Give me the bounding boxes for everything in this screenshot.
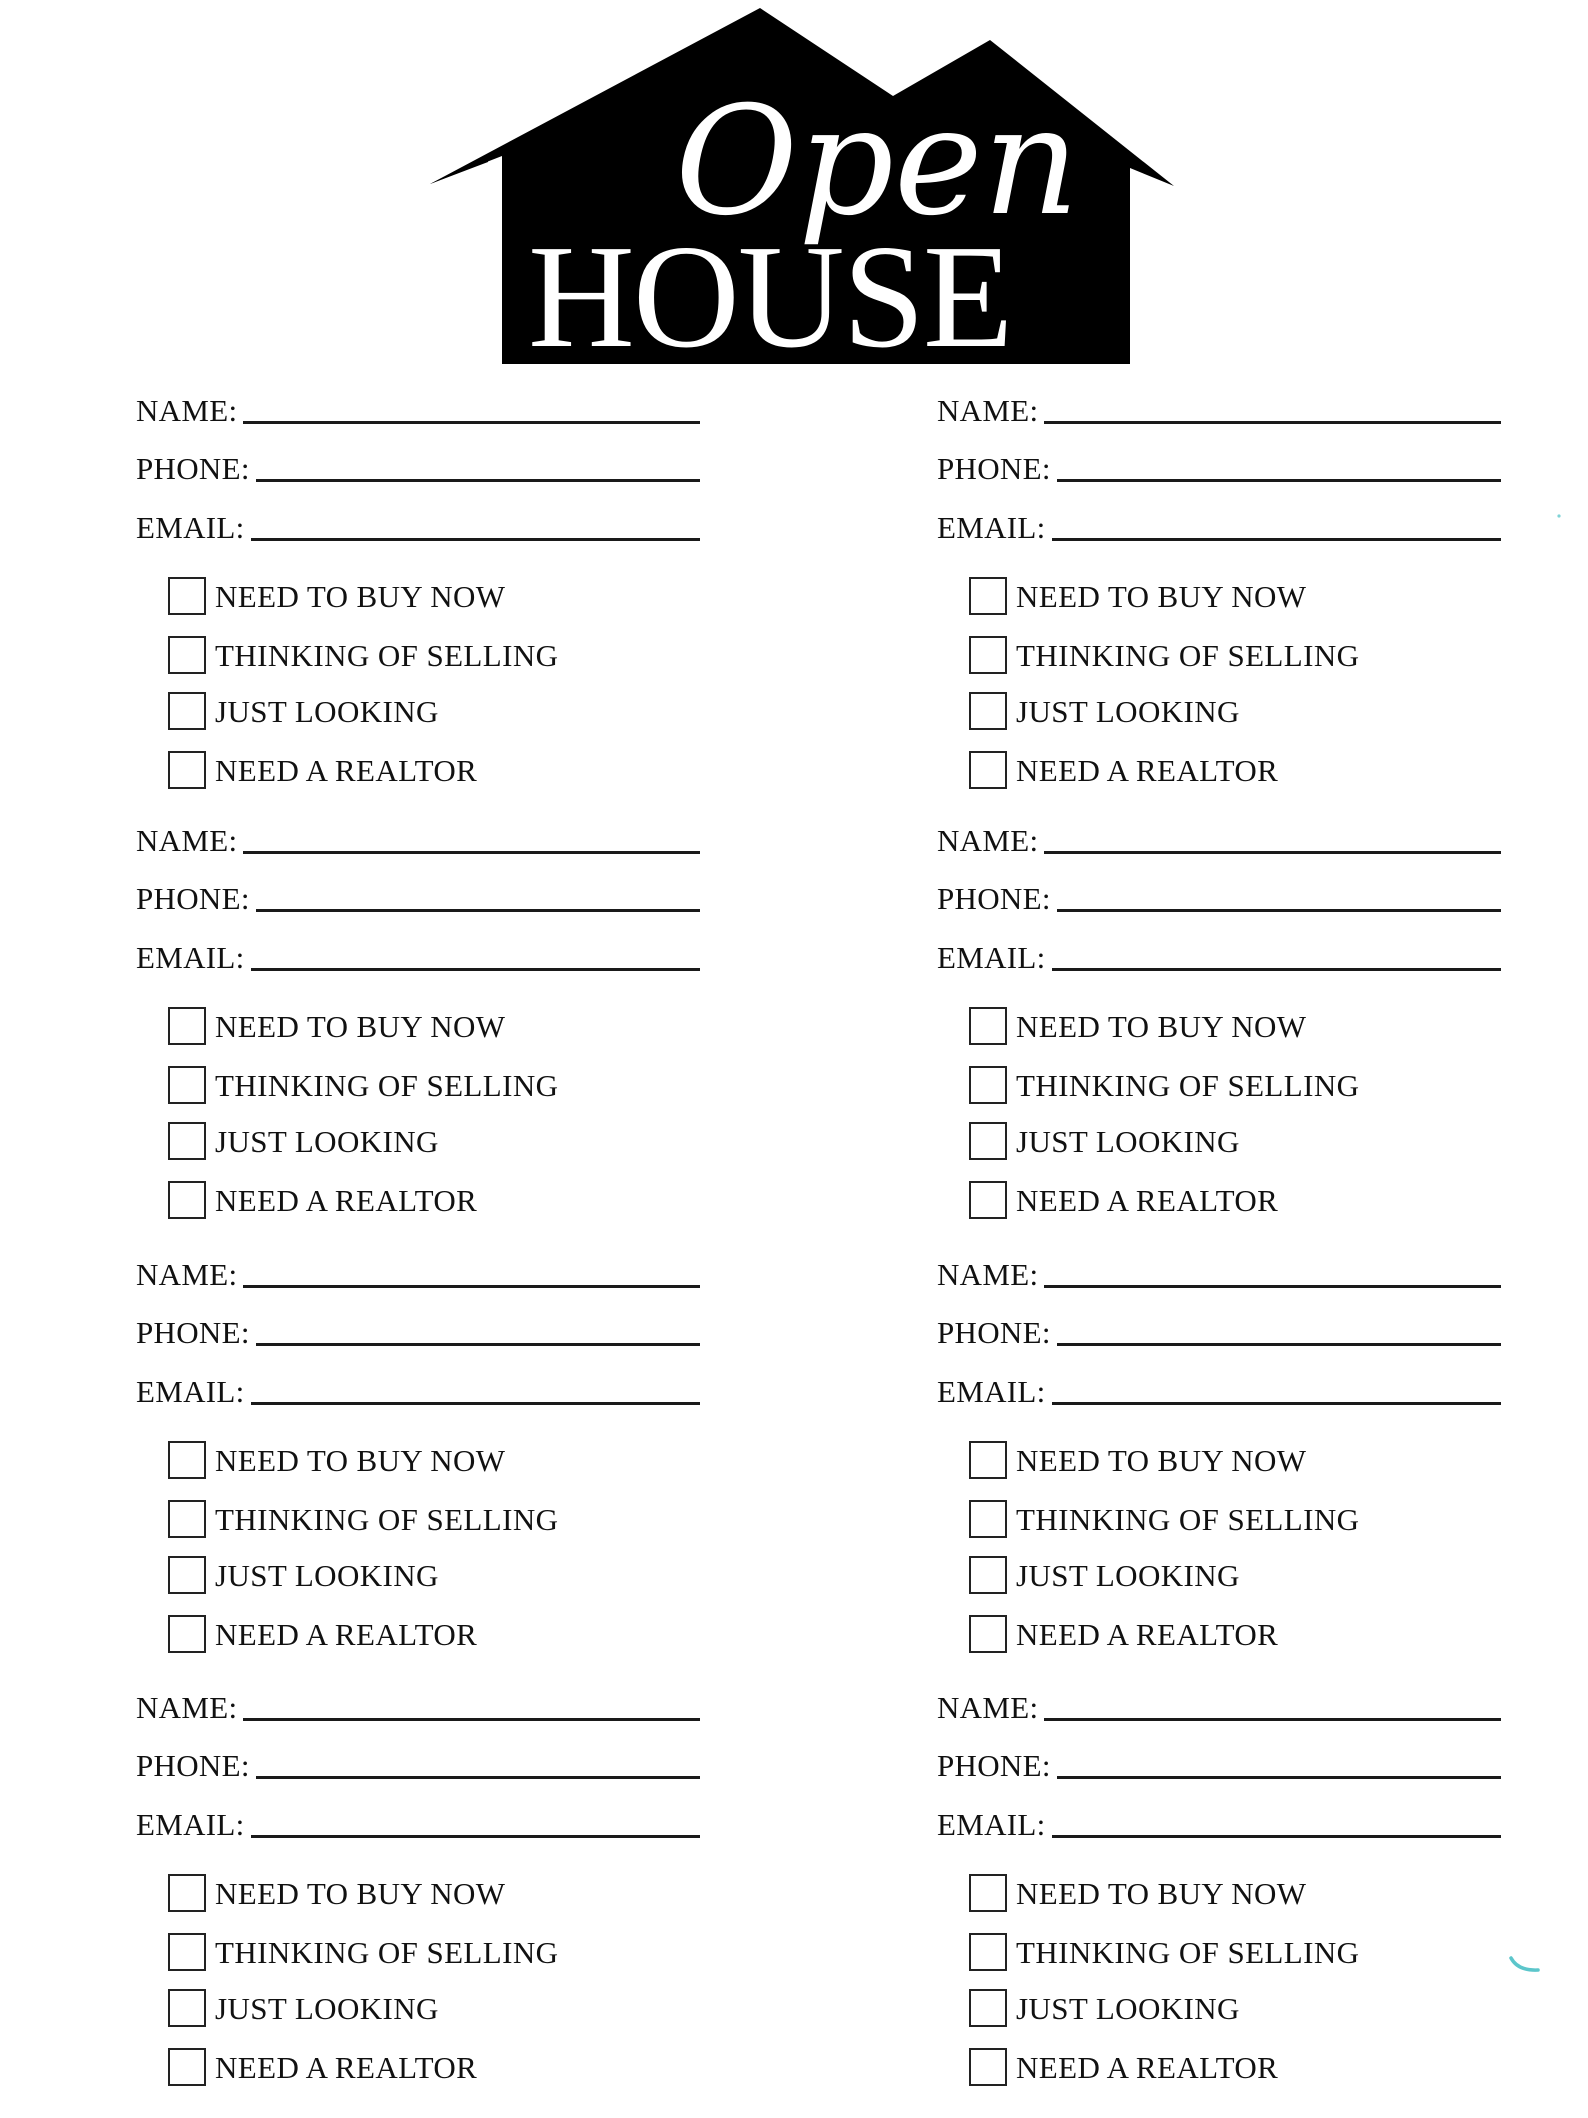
option-label: NEED A REALTOR — [215, 752, 478, 788]
email-label: EMAIL: — [136, 510, 245, 545]
option-looking[interactable] — [168, 1120, 439, 1162]
checkbox-buy_now[interactable] — [969, 1441, 1007, 1479]
option-label: NEED TO BUY NOW — [1016, 1008, 1307, 1044]
option-buy_now[interactable] — [168, 1005, 505, 1047]
phone-field[interactable] — [937, 446, 1501, 486]
email-field[interactable] — [937, 1369, 1501, 1409]
checkbox-buy_now[interactable] — [969, 1007, 1007, 1045]
option-label: THINKING OF SELLING — [215, 637, 559, 673]
stray-mark — [1555, 512, 1565, 522]
name-write-line[interactable] — [1044, 1285, 1501, 1288]
option-realtor[interactable] — [168, 2046, 477, 2088]
option-looking[interactable] — [168, 1987, 439, 2029]
phone-write-line[interactable] — [256, 1776, 700, 1779]
email-label: EMAIL: — [937, 1807, 1046, 1842]
phone-write-line[interactable] — [256, 909, 700, 912]
sign-in-entry — [937, 388, 1501, 798]
name-label: NAME: — [136, 1690, 238, 1725]
checkbox-realtor[interactable] — [168, 2048, 206, 2086]
checkbox-realtor[interactable] — [969, 2048, 1007, 2086]
option-selling[interactable] — [969, 1064, 1359, 1106]
option-label: NEED A REALTOR — [1016, 1616, 1279, 1652]
phone-label: PHONE: — [136, 881, 250, 916]
option-looking[interactable] — [969, 690, 1240, 732]
stray-mark — [1508, 1955, 1542, 1975]
option-selling[interactable] — [168, 1498, 558, 1540]
phone-write-line[interactable] — [1057, 479, 1501, 482]
option-buy_now[interactable] — [969, 575, 1306, 617]
option-label: JUST LOOKING — [1016, 1990, 1240, 2026]
option-buy_now[interactable] — [168, 1872, 505, 1914]
option-label: NEED TO BUY NOW — [1016, 1875, 1307, 1911]
option-label: THINKING OF SELLING — [1016, 1501, 1360, 1537]
sign-in-entry — [136, 1685, 700, 2095]
name-label: NAME: — [937, 393, 1039, 428]
option-realtor[interactable] — [969, 749, 1278, 791]
option-realtor[interactable] — [969, 2046, 1278, 2088]
checkbox-buy_now[interactable] — [168, 1874, 206, 1912]
phone-write-line[interactable] — [256, 479, 700, 482]
checkbox-buy_now[interactable] — [168, 1441, 206, 1479]
phone-field[interactable] — [937, 1743, 1501, 1783]
name-field[interactable] — [136, 1685, 700, 1725]
option-looking[interactable] — [969, 1987, 1240, 2029]
option-label: JUST LOOKING — [215, 693, 439, 729]
checkbox-selling[interactable] — [969, 1066, 1007, 1104]
email-label: EMAIL: — [136, 940, 245, 975]
sign-in-entry — [937, 1685, 1501, 2095]
option-looking[interactable] — [168, 1554, 439, 1596]
phone-write-line[interactable] — [1057, 1343, 1501, 1346]
option-buy_now[interactable] — [969, 1872, 1306, 1914]
option-selling[interactable] — [168, 634, 558, 676]
phone-write-line[interactable] — [1057, 1776, 1501, 1779]
name-field[interactable] — [937, 818, 1501, 858]
option-selling[interactable] — [168, 1931, 558, 1973]
option-realtor[interactable] — [168, 749, 477, 791]
phone-field[interactable] — [136, 876, 700, 916]
email-label: EMAIL: — [937, 940, 1046, 975]
option-selling[interactable] — [969, 1498, 1359, 1540]
name-field[interactable] — [136, 1252, 700, 1292]
option-realtor[interactable] — [969, 1613, 1278, 1655]
option-looking[interactable] — [969, 1554, 1240, 1596]
email-write-line[interactable] — [251, 538, 700, 541]
checkbox-realtor[interactable] — [969, 751, 1007, 789]
option-selling[interactable] — [969, 1931, 1359, 1973]
checkbox-buy_now[interactable] — [168, 1007, 206, 1045]
option-label: JUST LOOKING — [1016, 1557, 1240, 1593]
checkbox-selling[interactable] — [969, 636, 1007, 674]
name-write-line[interactable] — [243, 1285, 700, 1288]
checkbox-selling[interactable] — [168, 1066, 206, 1104]
checkbox-buy_now[interactable] — [168, 577, 206, 615]
checkbox-selling[interactable] — [168, 1933, 206, 1971]
email-write-line[interactable] — [1052, 1835, 1501, 1838]
name-label: NAME: — [136, 823, 238, 858]
option-label: JUST LOOKING — [215, 1557, 439, 1593]
name-label: NAME: — [937, 1690, 1039, 1725]
open-house-logo — [430, 8, 1190, 368]
option-label: NEED TO BUY NOW — [1016, 1442, 1307, 1478]
checkbox-looking[interactable] — [168, 692, 206, 730]
checkbox-selling[interactable] — [168, 1500, 206, 1538]
phone-label: PHONE: — [937, 1748, 1051, 1783]
name-label: NAME: — [136, 1257, 238, 1292]
checkbox-realtor[interactable] — [168, 751, 206, 789]
name-field[interactable] — [937, 1685, 1501, 1725]
checkbox-looking[interactable] — [969, 1556, 1007, 1594]
email-label: EMAIL: — [136, 1374, 245, 1409]
option-label: JUST LOOKING — [215, 1990, 439, 2026]
option-label: NEED TO BUY NOW — [215, 1008, 506, 1044]
phone-label: PHONE: — [937, 881, 1051, 916]
email-write-line[interactable] — [251, 1402, 700, 1405]
name-field[interactable] — [937, 1252, 1501, 1292]
option-label: NEED TO BUY NOW — [215, 1442, 506, 1478]
checkbox-realtor[interactable] — [969, 1615, 1007, 1653]
email-field[interactable] — [136, 1802, 700, 1842]
option-label: JUST LOOKING — [215, 1123, 439, 1159]
option-looking[interactable] — [969, 1120, 1240, 1162]
phone-field[interactable] — [136, 1310, 700, 1350]
option-label: NEED TO BUY NOW — [1016, 578, 1307, 614]
option-selling[interactable] — [969, 634, 1359, 676]
sign-in-entry — [937, 1252, 1501, 1662]
logo-script-text: Open — [675, 75, 1080, 249]
name-write-line[interactable] — [1044, 851, 1501, 854]
name-field[interactable] — [937, 388, 1501, 428]
option-realtor[interactable] — [168, 1179, 477, 1221]
phone-label: PHONE: — [937, 451, 1051, 486]
option-label: NEED A REALTOR — [215, 1182, 478, 1218]
phone-label: PHONE: — [136, 451, 250, 486]
phone-field[interactable] — [937, 876, 1501, 916]
email-write-line[interactable] — [1052, 1402, 1501, 1405]
phone-write-line[interactable] — [256, 1343, 700, 1346]
name-label: NAME: — [937, 823, 1039, 858]
name-label: NAME: — [136, 393, 238, 428]
email-field[interactable] — [937, 505, 1501, 545]
phone-field[interactable] — [937, 1310, 1501, 1350]
checkbox-realtor[interactable] — [168, 1181, 206, 1219]
email-write-line[interactable] — [1052, 968, 1501, 971]
option-label: THINKING OF SELLING — [1016, 637, 1360, 673]
name-write-line[interactable] — [243, 1718, 700, 1721]
checkbox-realtor[interactable] — [969, 1181, 1007, 1219]
sign-in-entry — [136, 1252, 700, 1662]
option-label: THINKING OF SELLING — [215, 1501, 559, 1537]
option-buy_now[interactable] — [168, 575, 505, 617]
option-label: THINKING OF SELLING — [215, 1934, 559, 1970]
email-write-line[interactable] — [1052, 538, 1501, 541]
option-label: NEED A REALTOR — [1016, 752, 1279, 788]
name-write-line[interactable] — [1044, 421, 1501, 424]
email-field[interactable] — [136, 935, 700, 975]
option-label: THINKING OF SELLING — [1016, 1934, 1360, 1970]
option-selling[interactable] — [168, 1064, 558, 1106]
checkbox-realtor[interactable] — [168, 1615, 206, 1653]
checkbox-selling[interactable] — [969, 1933, 1007, 1971]
checkbox-looking[interactable] — [969, 692, 1007, 730]
option-label: THINKING OF SELLING — [1016, 1067, 1360, 1103]
option-label: NEED A REALTOR — [215, 1616, 478, 1652]
option-buy_now[interactable] — [969, 1005, 1306, 1047]
name-write-line[interactable] — [243, 421, 700, 424]
email-field[interactable] — [937, 1802, 1501, 1842]
sign-in-entry — [136, 388, 700, 798]
email-label: EMAIL: — [136, 1807, 245, 1842]
logo-house-text: HOUSE — [528, 215, 1012, 368]
name-label: NAME: — [937, 1257, 1039, 1292]
phone-label: PHONE: — [136, 1315, 250, 1350]
phone-label: PHONE: — [136, 1748, 250, 1783]
checkbox-looking[interactable] — [969, 1122, 1007, 1160]
checkbox-looking[interactable] — [969, 1989, 1007, 2027]
option-label: NEED A REALTOR — [1016, 2049, 1279, 2085]
phone-field[interactable] — [136, 1743, 700, 1783]
checkbox-looking[interactable] — [168, 1989, 206, 2027]
phone-write-line[interactable] — [1057, 909, 1501, 912]
option-label: NEED TO BUY NOW — [215, 578, 506, 614]
checkbox-looking[interactable] — [168, 1122, 206, 1160]
checkbox-looking[interactable] — [168, 1556, 206, 1594]
email-label: EMAIL: — [937, 510, 1046, 545]
option-realtor[interactable] — [969, 1179, 1278, 1221]
email-write-line[interactable] — [251, 968, 700, 971]
checkbox-buy_now[interactable] — [969, 577, 1007, 615]
name-write-line[interactable] — [243, 851, 700, 854]
option-buy_now[interactable] — [969, 1439, 1306, 1481]
phone-label: PHONE: — [937, 1315, 1051, 1350]
option-looking[interactable] — [168, 690, 439, 732]
option-label: THINKING OF SELLING — [215, 1067, 559, 1103]
sign-in-entry — [937, 818, 1501, 1228]
checkbox-buy_now[interactable] — [969, 1874, 1007, 1912]
checkbox-selling[interactable] — [168, 636, 206, 674]
email-label: EMAIL: — [937, 1374, 1046, 1409]
phone-field[interactable] — [136, 446, 700, 486]
name-field[interactable] — [136, 388, 700, 428]
option-buy_now[interactable] — [168, 1439, 505, 1481]
checkbox-selling[interactable] — [969, 1500, 1007, 1538]
sign-in-entry — [136, 818, 700, 1228]
name-write-line[interactable] — [1044, 1718, 1501, 1721]
option-label: JUST LOOKING — [1016, 1123, 1240, 1159]
email-write-line[interactable] — [251, 1835, 700, 1838]
email-field[interactable] — [136, 1369, 700, 1409]
option-realtor[interactable] — [168, 1613, 477, 1655]
email-field[interactable] — [136, 505, 700, 545]
name-field[interactable] — [136, 818, 700, 858]
option-label: JUST LOOKING — [1016, 693, 1240, 729]
option-label: NEED A REALTOR — [215, 2049, 478, 2085]
email-field[interactable] — [937, 935, 1501, 975]
option-label: NEED A REALTOR — [1016, 1182, 1279, 1218]
option-label: NEED TO BUY NOW — [215, 1875, 506, 1911]
